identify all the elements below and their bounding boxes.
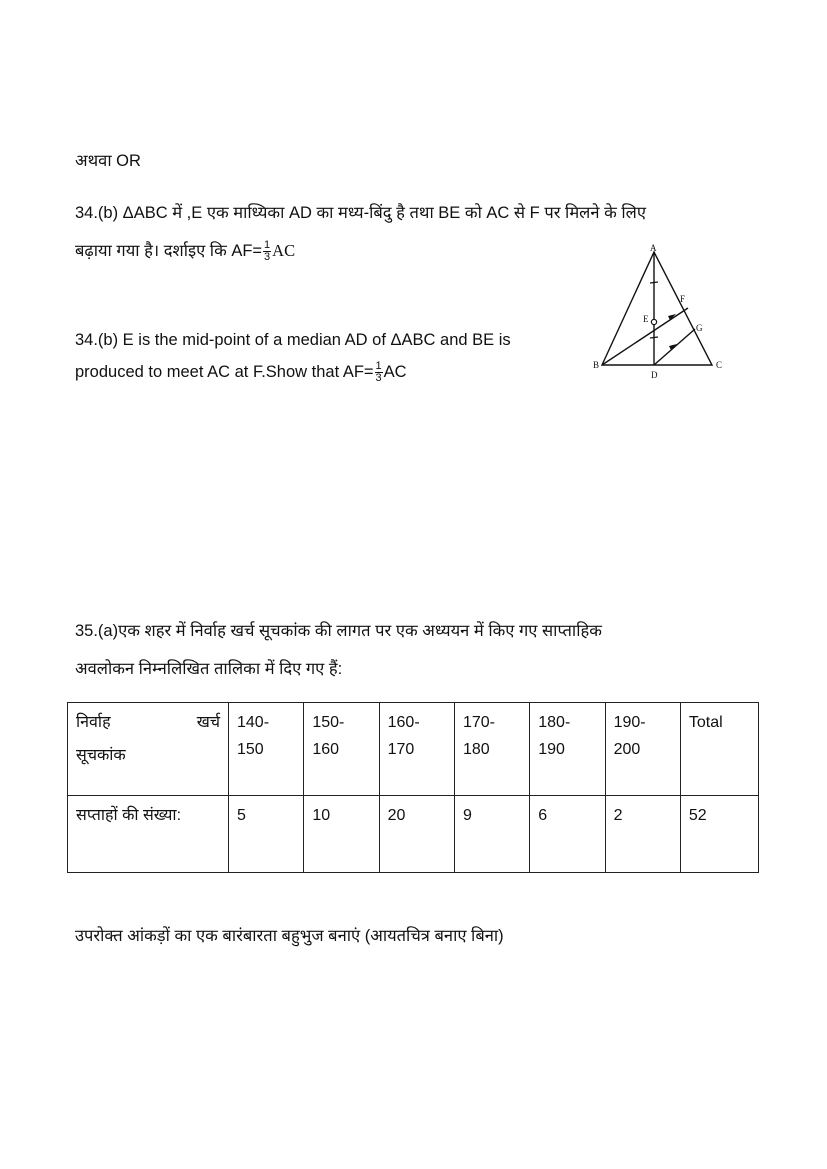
- label-g: G: [696, 323, 703, 333]
- q34-hindi-line2-text: बढ़ाया गया है। दर्शाइए कि AF=: [75, 242, 263, 260]
- or-label: अथवा OR: [75, 152, 141, 170]
- line-dg: [654, 329, 695, 365]
- interval-end: 160: [312, 741, 340, 758]
- interval-end: 180: [462, 741, 490, 758]
- q34-hindi-line1: 34.(b) ΔABC में ,E एक माध्यिका AD का मध्य-बिंदु है तथा BE को AC से F पर मिलने के लिए: [75, 204, 646, 222]
- triangle-diagram: [575, 238, 745, 388]
- header-label-c: सूचकांक: [76, 747, 126, 764]
- interval-cell: [229, 703, 304, 796]
- table-row-intervals: [68, 703, 759, 796]
- q34-english-line2-text: produced to meet AC at F.Show that AF=: [75, 363, 374, 381]
- point-e: [651, 319, 656, 324]
- table-header-cell: [68, 703, 229, 796]
- count-cell: 10: [304, 796, 379, 873]
- count-label-cell: सप्ताहों की संख्या:: [68, 796, 229, 873]
- interval-end: 200: [613, 741, 641, 758]
- q34-hindi-line2: [75, 240, 295, 263]
- tick-ed: [650, 337, 658, 338]
- interval-cell: [379, 703, 454, 796]
- q35-line1: 35.(a)एक शहर में निर्वाह खर्च सूचकांक की लागत पर एक अध्ययन में किए गए साप्ताहिक: [75, 622, 602, 640]
- q34-english-line2: [75, 361, 407, 384]
- interval-end: 150: [237, 741, 264, 758]
- triangle-figure: [575, 238, 745, 393]
- interval-start: 140-: [237, 714, 270, 731]
- count-cell: 6: [530, 796, 605, 873]
- count-cell: 20: [379, 796, 454, 873]
- fraction-numerator: 1: [264, 239, 271, 252]
- interval-cell: [605, 703, 680, 796]
- fraction-numerator-en: 1: [375, 360, 382, 373]
- interval-start: 180-: [538, 714, 571, 731]
- label-e: E: [643, 314, 649, 324]
- q35-line2: अवलोकन निम्नलिखित तालिका में दिए गए हैं:: [75, 660, 343, 678]
- fraction-suffix: AC: [272, 241, 296, 260]
- triangle-abc: [602, 252, 712, 365]
- frequency-table: [67, 702, 759, 873]
- fraction-one-third-en: [375, 361, 383, 384]
- label-b: B: [593, 360, 600, 370]
- fraction-denominator-en: 3: [375, 372, 382, 385]
- interval-cell: [454, 703, 529, 796]
- interval-start: 190-: [613, 714, 646, 731]
- count-cell: 2: [605, 796, 680, 873]
- fraction-one-third: [263, 240, 271, 263]
- interval-start: 150-: [312, 714, 345, 731]
- total-cell: 52: [680, 796, 758, 873]
- count-cell: 9: [454, 796, 529, 873]
- label-c: C: [716, 360, 723, 370]
- fraction-suffix-en: AC: [383, 363, 407, 381]
- header-label-b: खर्च: [196, 714, 220, 731]
- interval-end: 190: [538, 741, 565, 758]
- header-label-line1: [76, 709, 220, 736]
- q34-english-line1: 34.(b) E is the mid-point of a median AD of ΔABC and BE is: [75, 331, 511, 349]
- total-header-cell: Total: [680, 703, 758, 796]
- interval-cell: [304, 703, 379, 796]
- header-label-a: निर्वाह: [76, 714, 111, 731]
- fraction-denominator: 3: [264, 251, 271, 264]
- table-row-counts: [68, 796, 759, 873]
- q35-instruction: उपरोक्त आंकड़ों का एक बारंबारता बहुभुज बनाएं (आयतचित्र बनाए बिना): [75, 927, 504, 945]
- interval-start: 170-: [462, 714, 495, 731]
- label-d: D: [651, 370, 658, 380]
- label-f: F: [680, 294, 686, 304]
- interval-end: 170: [387, 741, 415, 758]
- interval-cell: [530, 703, 605, 796]
- tick-ae: [650, 282, 658, 283]
- label-a: A: [650, 243, 657, 253]
- interval-start: 160-: [387, 714, 420, 731]
- count-cell: 5: [229, 796, 304, 873]
